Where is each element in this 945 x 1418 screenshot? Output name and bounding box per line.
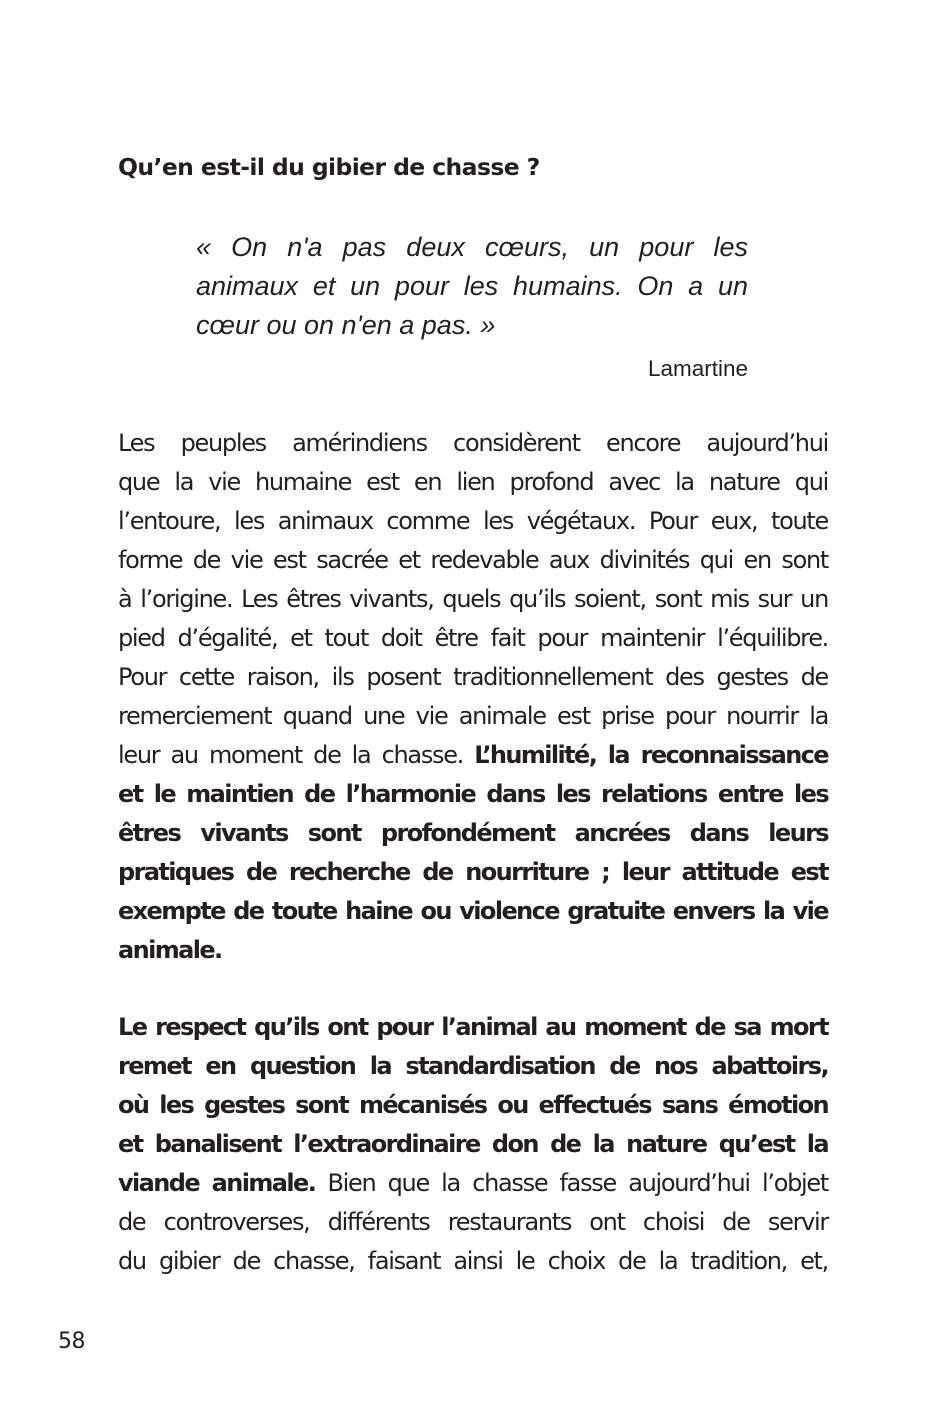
paragraph-line: de controverses, différents restaurants ont choisi de servir <box>118 1208 828 1236</box>
page-number: 58 <box>58 1329 85 1354</box>
paragraph-line-mixed <box>118 1164 828 1203</box>
paragraph-line-bold: et le maintien de l’harmonie dans les relations entre les <box>118 780 828 808</box>
paragraph-line: à l’origine. Les êtres vivants, quels qu’ils soient, sont mis sur un <box>118 585 828 613</box>
regular-text: Bien que la chasse fasse aujourd’hui l’objet <box>315 1169 828 1197</box>
paragraph-line: Pour cette raison, ils posent traditionnellement des gestes de <box>118 663 828 691</box>
regular-text: leur au moment de la chasse. <box>118 741 475 769</box>
bold-text: L’humilité, la reconnaissance <box>474 741 828 769</box>
paragraph-line: Les peuples amérindiens considèrent encore aujourd’hui <box>118 429 828 457</box>
paragraph-2 <box>118 1008 828 1281</box>
paragraph-line: du gibier de chasse, faisant ainsi le choix de la tradition, et, <box>118 1247 828 1275</box>
paragraph-line: forme de vie est sacrée et redevable aux divinités qui en sont <box>118 546 828 574</box>
epigraph-author: Lamartine <box>647 356 748 381</box>
paragraph-line-bold: Le respect qu’ils ont pour l’animal au moment de sa mort <box>118 1013 828 1041</box>
paragraph-line-bold: êtres vivants sont profondément ancrées dans leurs <box>118 819 828 847</box>
epigraph-quote: « On n'a pas deux cœurs, un pour les animaux et un pour les humains. On a un cœur ou on n'en a pas. » <box>196 232 748 340</box>
paragraph-line: pied d’égalité, et tout doit être fait pour maintenir l’équilibre. <box>118 624 828 652</box>
paragraph-line-bold: pratiques de recherche de nourriture ; leur attitude est <box>118 858 828 886</box>
paragraph-line-mixed <box>118 736 828 775</box>
paragraph-line-bold: et banalisent l’extraordinaire don de la nature qu’est la <box>118 1130 828 1158</box>
section-heading: Qu’en est-il du gibier de chasse ? <box>118 153 540 181</box>
paragraph-line: l’entoure, les animaux comme les végétaux. Pour eux, toute <box>118 507 828 535</box>
paragraph-line-bold: animale. <box>118 936 222 964</box>
paragraph-line: remerciement quand une vie animale est prise pour nourrir la <box>118 702 828 730</box>
paragraph-1 <box>118 424 828 970</box>
paragraph-line-bold: remet en question la standardisation de nos abattoirs, <box>118 1052 828 1080</box>
paragraph-line: que la vie humaine est en lien profond avec la nature qui <box>118 468 828 496</box>
bold-text: viande animale. <box>118 1169 316 1197</box>
paragraph-line-bold: où les gestes sont mécanisés ou effectués sans émotion <box>118 1091 828 1119</box>
paragraph-line-bold: exempte de toute haine ou violence gratuite envers la vie <box>118 897 828 925</box>
